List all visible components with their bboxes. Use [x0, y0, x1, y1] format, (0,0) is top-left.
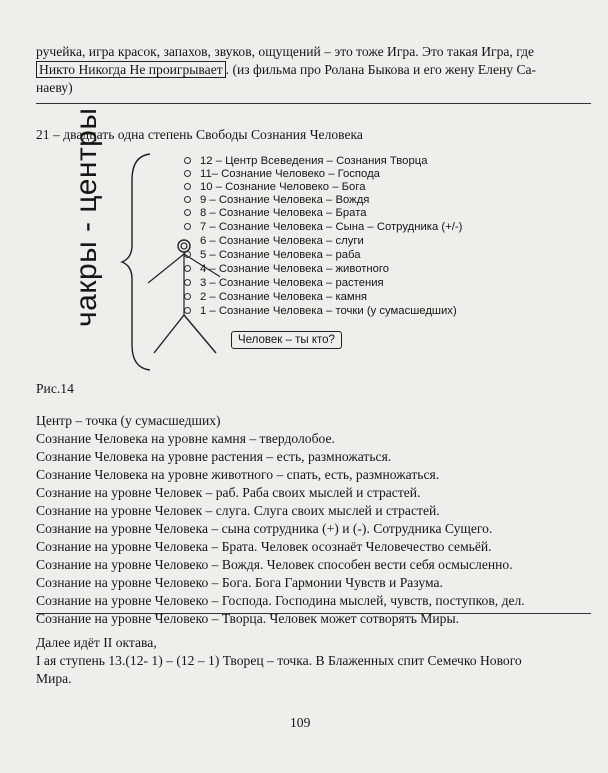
level-item-3 [184, 277, 384, 290]
level-item-label: 11– Сознание Человеко – Господа [200, 168, 380, 180]
level-item-10 [184, 181, 365, 194]
level-line: Сознание на уровне Человеко – Вождя. Человек способен вести себя осмысленно. [36, 557, 513, 572]
paragraph-line-3: наеву) [36, 80, 73, 95]
divider-bottom [36, 613, 591, 614]
callout-box: Человек – ты кто? [231, 331, 342, 349]
level-item-label: 2 – Сознание Человека – камня [200, 291, 368, 303]
bullet-icon [184, 196, 191, 203]
level-line: Центр – точка (у сумасшедших) [36, 413, 221, 428]
paragraph-line-2-rest: . (из фильма про Ролана Быкова и его жену Елену Са- [225, 62, 537, 77]
bullet-icon [184, 265, 191, 272]
bottom-line-1: Далее идёт II октава, [36, 635, 157, 650]
level-item-label: 7 – Сознание Человека – Сына – Сотрудника (+/-) [200, 221, 463, 233]
level-item-12 [184, 155, 428, 168]
bullet-icon [184, 209, 191, 216]
level-item-1 [184, 305, 457, 318]
level-line: Сознание Человека на уровне растения – есть, размножаться. [36, 449, 392, 464]
level-line: Сознание Человека на уровне животного – спать, есть, размножаться. [36, 467, 440, 482]
bottom-line-2: I ая ступень 13.(12- 1) – (12 – 1) Творец – точка. В Блаженных спит Семечко Нового [36, 653, 522, 668]
level-line: Сознание Человека на уровне камня – твердолобое. [36, 431, 335, 446]
chakras-vertical-label: чакры - центры [70, 107, 103, 327]
figure-leg-left [154, 315, 184, 353]
paragraph-line-2 [36, 61, 536, 79]
bullet-icon [184, 279, 191, 286]
level-item-label: 12 – Центр Всеведения – Сознания Творца [200, 155, 428, 167]
bullet-icon [184, 251, 191, 258]
level-item-6 [184, 235, 364, 248]
level-item-8 [184, 207, 367, 220]
bullet-icon [184, 170, 191, 177]
level-item-5 [184, 249, 361, 262]
bottom-line-3: Мира. [36, 671, 72, 686]
level-item-label: 9 – Сознание Человека – Вождя [200, 194, 370, 206]
bullet-icon [184, 223, 191, 230]
figure-arm-left [148, 254, 184, 283]
level-item-label: 1 – Сознание Человека – точки (у сумасшедших) [200, 305, 457, 317]
section-title: 21 – двадцать одна степень Свободы Сознания Человека [36, 127, 363, 142]
curly-brace [122, 154, 150, 370]
level-item-label: 8 – Сознание Человека – Брата [200, 207, 367, 219]
bullet-icon [184, 293, 191, 300]
level-item-7 [184, 221, 462, 234]
level-line: Сознание на уровне Человек – слуга. Слуга своих мыслей и страстей. [36, 503, 440, 518]
level-item-label: 6 – Сознание Человека – слуги [200, 235, 364, 247]
divider-top [36, 103, 591, 104]
level-item-9 [184, 194, 369, 207]
level-item-4 [184, 263, 389, 276]
level-line: Сознание на уровне Человека – сына сотрудника (+) и (-). Сотрудника Сущего. [36, 521, 493, 536]
boxed-phrase: Никто Никогда Не проигрывает [36, 61, 226, 78]
level-line: Сознание на уровне Человек – раб. Раба своих мыслей и страстей. [36, 485, 421, 500]
level-item-label: 5 – Сознание Человека – раба [200, 249, 361, 261]
level-item-label: 3 – Сознание Человека – растения [200, 277, 384, 289]
figure-caption: Рис.14 [36, 381, 74, 396]
level-item-11 [184, 168, 380, 181]
level-line: Сознание на уровне Человека – Брата. Человек осознаёт Человечество семьёй. [36, 539, 492, 554]
level-item-2 [184, 291, 367, 304]
figure-leg-right [184, 315, 216, 353]
level-item-label: 4 – Сознание Человека – животного [200, 263, 390, 275]
paragraph-line-1: ручейка, игра красок, запахов, звуков, ощущений – это тоже Игра. Это такая Игра, где [36, 44, 535, 59]
bullet-icon [184, 183, 191, 190]
level-line: Сознание на уровне Человеко – Господа. Господина мыслей, чувств, поступков, дел. [36, 593, 525, 608]
level-line: Сознание на уровне Человеко – Бога. Бога Гармонии Чувств и Разума. [36, 575, 443, 590]
levels-list [36, 412, 525, 628]
bullet-icon [184, 307, 191, 314]
page-number: 109 [290, 715, 311, 730]
bullet-icon [184, 157, 191, 164]
level-line: Сознание на уровне Человеко – Творца. Человек может сотворять Миры. [36, 611, 459, 626]
level-item-label: 10 – Сознание Человеко – Бога [200, 181, 366, 193]
